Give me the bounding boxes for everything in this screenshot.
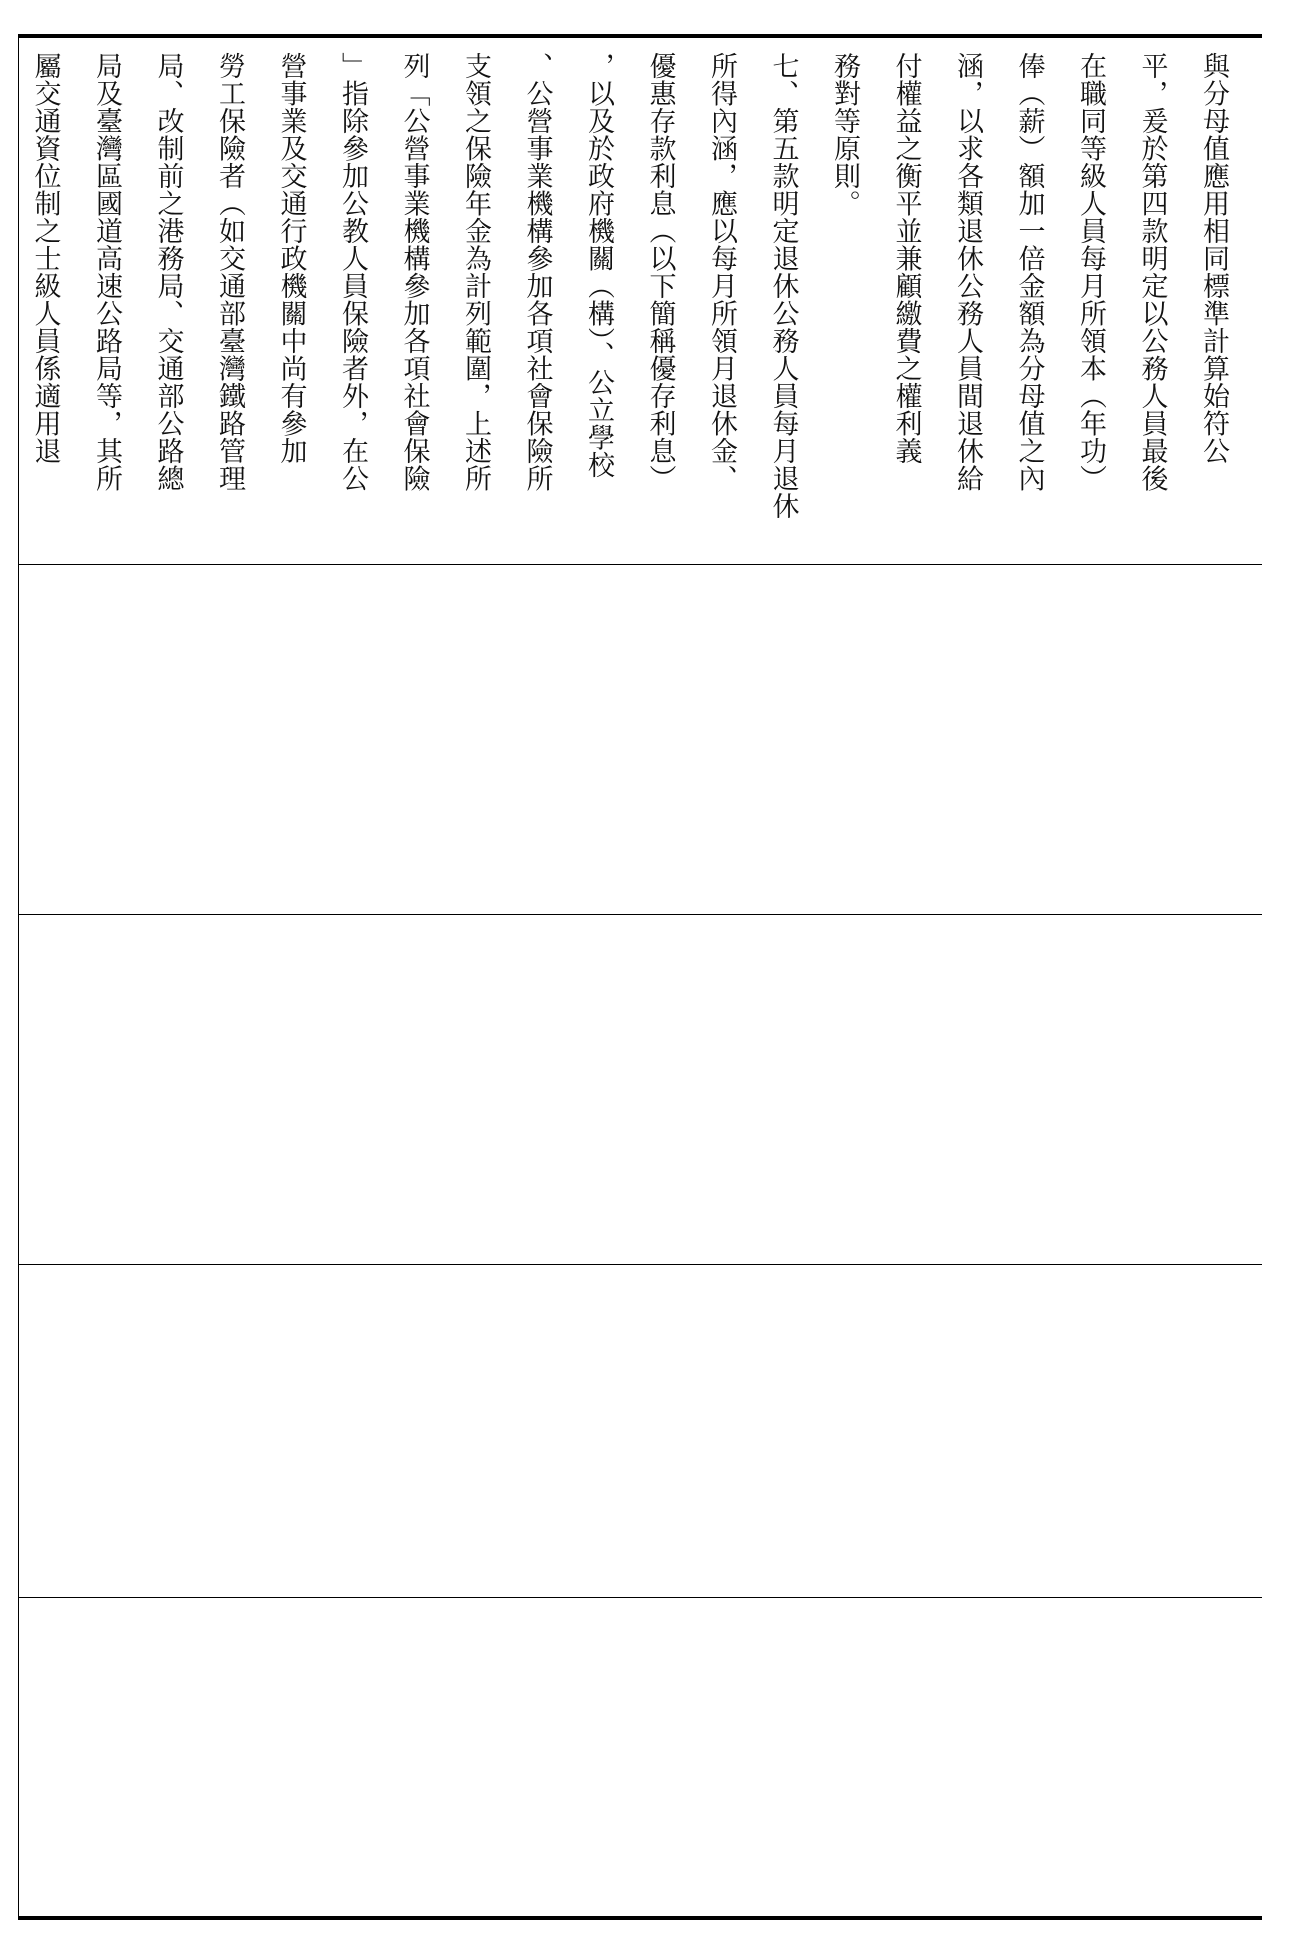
vertical-text-block: [18, 52, 1244, 558]
text-line: 列「公營事業機構參加各項社會保險: [398, 52, 430, 492]
table-bottom-border: [18, 1916, 1262, 1920]
text-line: 勞工保險者（如交通部臺灣鐵路管理: [214, 52, 245, 492]
text-line: 七、第五款明定退休公務人員每月退休: [767, 52, 799, 520]
empty-cell: [18, 565, 1262, 914]
text-line: 」指除參加公教人員保險者外，在公: [337, 52, 368, 492]
text-line: 支領之保險年金為計列範圍，上述所: [460, 52, 491, 492]
text-line: 與分母值應用相同標準計算始符公: [1198, 52, 1229, 465]
empty-cell: [18, 915, 1262, 1264]
text-line: 付權益之衡平並兼顧繳費之權利義: [890, 52, 922, 465]
text-line: 營事業及交通行政機關中尚有參加: [275, 52, 307, 465]
text-line: 涵，以求各類退休公務人員間退休給: [952, 52, 983, 492]
empty-cell: [18, 1598, 1262, 1916]
text-line: 優惠存款利息（以下簡稱優存利息）: [644, 52, 676, 492]
text-line: 局及臺灣區國道高速公路局等，其所: [91, 52, 122, 492]
text-line: 平，爰於第四款明定以公務人員最後: [1136, 52, 1168, 492]
text-line: 俸（薪）額加一倍金額為分母值之內: [1013, 52, 1045, 492]
text-line: 務對等原則。: [829, 52, 860, 217]
text-line: 局、改制前之港務局、交通部公路總: [152, 52, 184, 492]
text-line: 、公營事業機構參加各項社會保險所: [521, 52, 553, 492]
text-line: 在職同等級人員每月所領本（年功）: [1075, 52, 1106, 492]
text-cell: [18, 38, 1262, 564]
document-table: [18, 34, 1262, 1920]
empty-cell: [18, 1265, 1262, 1597]
text-line: ，以及於政府機關（構）、公立學校: [583, 52, 614, 479]
text-line: 屬交通資位制之士級人員係適用退: [29, 52, 61, 465]
text-line: 所得內涵，應以每月所領月退休金、: [706, 52, 737, 492]
